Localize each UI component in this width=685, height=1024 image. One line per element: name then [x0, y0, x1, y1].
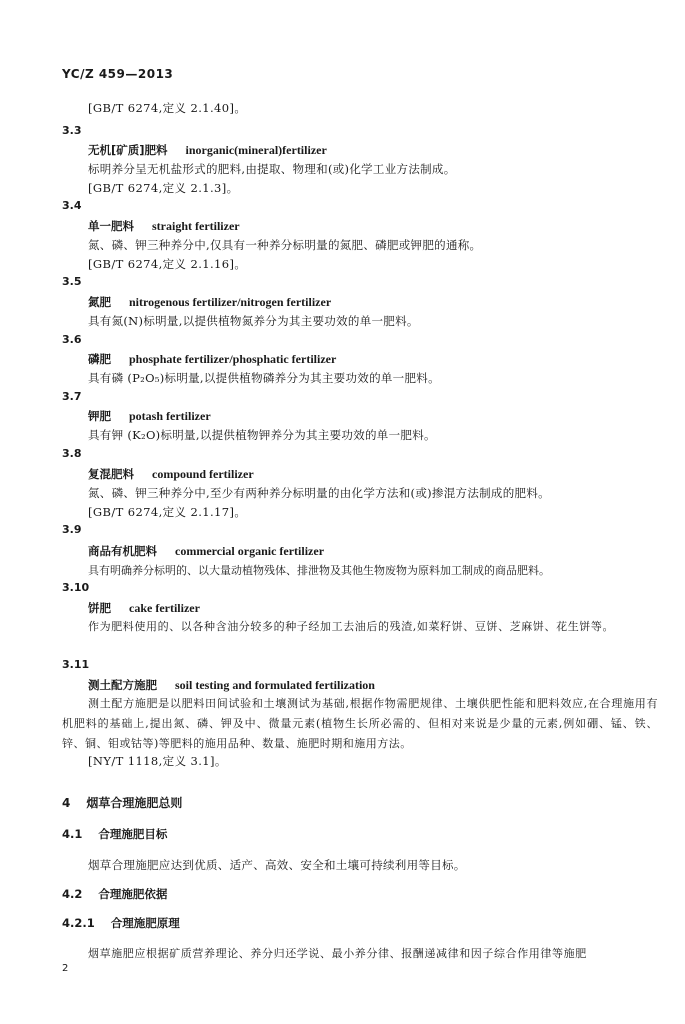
reference: [GB/T 6274,定义 2.1.17]。: [88, 505, 247, 519]
term-heading: [88, 543, 324, 559]
subsection-text: 烟草合理施肥应达到优质、适产、高效、安全和土壤可持续利用等目标。: [88, 858, 466, 872]
term-heading: [88, 294, 331, 310]
term-cn: 磷肥: [88, 352, 111, 366]
definition-text: 氮、磷、钾三种养分中,仅具有一种养分标明量的氮肥、磷肥或钾肥的通称。: [88, 238, 482, 252]
subsubsection-heading: [62, 915, 180, 931]
reference: [GB/T 6274,定义 2.1.16]。: [88, 257, 247, 271]
reference: [GB/T 6274,定义 2.1.3]。: [88, 181, 239, 195]
term-cn: 钾肥: [88, 409, 111, 423]
clause-number: 3.5: [62, 275, 82, 288]
reference: [GB/T 6274,定义 2.1.40]。: [88, 101, 247, 115]
definition-paragraph: 作为肥料使用的、以各种含油分较多的种子经加工去油后的残渣,如菜籽饼、豆饼、芝麻饼、花生饼等。: [88, 620, 615, 633]
term-heading: [88, 600, 200, 616]
term-cn: 复混肥料: [88, 467, 134, 481]
term-en: phosphate fertilizer/phosphatic fertilizer: [129, 352, 337, 366]
term-heading: [88, 677, 375, 693]
subsection-title: 合理施肥依据: [98, 887, 168, 901]
reference: [NY/T 1118,定义 3.1]。: [88, 754, 227, 768]
clause-number: 3.6: [62, 333, 82, 346]
definition-text: 具有明确养分标明的、以大量动植物残体、排泄物及其他生物废物为原料加工制成的商品肥料。: [88, 564, 550, 577]
clause-number: 3.10: [62, 581, 90, 594]
clause-number: 3.9: [62, 523, 82, 536]
term-heading: [88, 142, 327, 158]
definition-paragraph: 测土配方施肥是以肥料田间试验和土壤测试为基础,根据作物需肥规律、土壤供肥性能和肥料效应,在合理施用有机肥料的基础上,提出氮、磷、钾及中、微量元素(植物生长所必需的、但相对来说是少量的元素,例如硼、锰、铁、锌、铜、钼或钴等)等肥料的施用品种、数量、施肥时期和施用方法。: [62, 697, 658, 750]
section-title: 烟草合理施肥总则: [86, 796, 183, 810]
subsubsection-text: 烟草施肥应根据矿质营养理论、养分归还学说、最小养分律、报酬递减律和因子综合作用律等施肥: [88, 947, 587, 960]
clause-number: 3.7: [62, 390, 82, 403]
section-number: 4: [62, 796, 71, 810]
term-en: soil testing and formulated fertilization: [175, 678, 375, 692]
term-cn: 单一肥料: [88, 219, 134, 233]
section-heading: [62, 794, 182, 811]
clause-number: 3.4: [62, 199, 82, 212]
term-en: compound fertilizer: [152, 467, 254, 481]
clause-number: 3.8: [62, 447, 82, 460]
clause-number: 3.3: [62, 124, 82, 137]
definition-text: 具有磷 (P₂O₅)标明量,以提供植物磷养分为其主要功效的单一肥料。: [88, 371, 440, 385]
standard-code: YC/Z 459—2013: [62, 67, 174, 81]
term-heading: [88, 218, 240, 234]
term-heading: [88, 466, 254, 482]
term-en: straight fertilizer: [152, 219, 240, 233]
definition-text: 具有钾 (K₂O)标明量,以提供植物钾养分为其主要功效的单一肥料。: [88, 428, 436, 442]
subsection-heading: [62, 886, 167, 902]
subsubsection-title: 合理施肥原理: [110, 916, 180, 930]
definition-text: 标明养分呈无机盐形式的肥料,由提取、物理和(或)化学工业方法制成。: [88, 162, 456, 176]
term-en: cake fertilizer: [129, 601, 200, 615]
term-en: inorganic(mineral)fertilizer: [185, 143, 327, 157]
page-number: 2: [62, 963, 69, 974]
term-cn: 商品有机肥料: [88, 544, 157, 558]
term-heading: [88, 408, 211, 424]
definition-text: 具有氮(N)标明量,以提供植物氮养分为其主要功效的单一肥料。: [88, 314, 419, 328]
subsection-title: 合理施肥目标: [98, 827, 168, 841]
term-en: potash fertilizer: [129, 409, 211, 423]
term-cn: 无机[矿质]肥料: [88, 143, 168, 157]
subsection-number: 4.1: [62, 827, 83, 841]
term-en: commercial organic fertilizer: [175, 544, 325, 558]
term-cn: 氮肥: [88, 295, 111, 309]
term-cn: 饼肥: [88, 601, 111, 615]
subsection-number: 4.2: [62, 887, 83, 901]
clause-number: 3.11: [62, 658, 90, 671]
definition-text: 氮、磷、钾三种养分中,至少有两种养分标明量的由化学方法和(或)掺混方法制成的肥料。: [88, 486, 550, 500]
term-en: nitrogenous fertilizer/nitrogen fertilizer: [129, 295, 332, 309]
subsection-heading: [62, 826, 167, 842]
term-heading: [88, 351, 336, 367]
term-cn: 测土配方施肥: [88, 678, 157, 692]
subsubsection-number: 4.2.1: [62, 916, 95, 930]
